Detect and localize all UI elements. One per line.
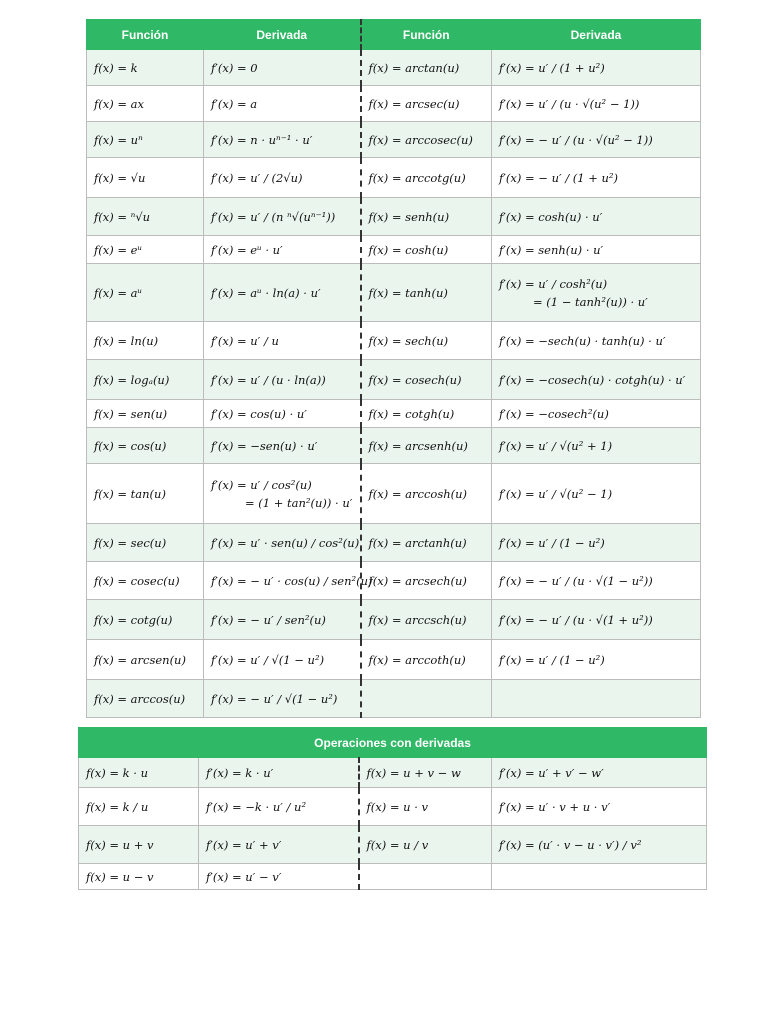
formula-text: f(x) = cotg(u) [94,612,173,627]
formula-text: f′(x) = u′ / (u · ln(a)) [211,372,326,387]
funcion-cell [361,122,492,158]
table-row [79,758,707,788]
formula-text: f(x) = arccosec(u) [368,132,473,147]
formula-text: f(x) = sen(u) [94,406,168,421]
formula-text: f(x) = √u [94,170,146,185]
formula-text: f′(x) = −sech(u) · tanh(u) · u′ [499,333,666,348]
derivada-cell [204,236,361,264]
formula-text: f′(x) = u′ · sen(u) / cos²(u) [211,535,360,550]
formula-text: f′(x) = (u′ · v − u · v′) / v² [499,837,642,852]
derivada-cell [492,158,701,198]
formula-text: f(x) = sec(u) [94,535,167,550]
funcion-cell [361,264,492,322]
formula-text: f(x) = cos(u) [94,438,167,453]
formula-continuation: = (1 + tan²(u)) · u′ [245,495,353,510]
header-funcion-1: Función [87,20,204,50]
formula-text: f′(x) = − u′ / (u · √(u² − 1)) [499,132,653,147]
formula-text: f(x) = tanh(u) [368,285,448,300]
derivada-cell [492,198,701,236]
formula-text: f′(x) = u′ / (2√u) [211,170,303,185]
funcion-cell [87,680,204,718]
derivada-cell [492,562,701,600]
formula-text: f(x) = arctanh(u) [368,535,467,550]
formula-text: f(x) = ⁿ√u [94,209,151,224]
formula-text: f′(x) = −k · u′ / u² [206,799,307,814]
table-row [87,680,701,718]
funcion-cell [361,428,492,464]
funcion-cell [87,158,204,198]
formula-text: f′(x) = cos(u) · u′ [211,406,307,421]
table-row [87,640,701,680]
table-row [79,826,707,864]
derivada-cell [492,864,707,890]
formula-text: f′(x) = u′ − v′ [206,869,282,884]
derivada-cell [492,428,701,464]
funcion-cell [361,198,492,236]
table-row [87,264,701,322]
formula-text: f′(x) = − u′ / (1 + u²) [499,170,619,185]
table-row [79,864,707,890]
table-row [87,50,701,86]
funcion-cell [79,758,199,788]
derivada-cell [199,788,359,826]
funcion-cell [87,428,204,464]
derivada-cell [204,680,361,718]
derivada-cell [204,50,361,86]
funcion-cell [361,360,492,400]
formula-text: f(x) = ln(u) [94,333,159,348]
funcion-cell [87,50,204,86]
formula-text: f(x) = arcsenh(u) [368,438,468,453]
funcion-cell [79,788,199,826]
funcion-cell [87,322,204,360]
derivada-cell [204,400,361,428]
funcion-cell [359,758,492,788]
derivada-cell [492,600,701,640]
table-row [87,562,701,600]
derivada-cell [199,826,359,864]
formula-text: f′(x) = u′ / cos²(u) [211,477,312,492]
derivada-cell [199,758,359,788]
funcion-cell [87,464,204,524]
derivada-cell [492,400,701,428]
table-row [87,464,701,524]
formula-text: f′(x) = u′ / cosh²(u) [499,276,608,291]
formula-text: f(x) = cosh(u) [368,242,449,257]
funcion-cell [361,640,492,680]
derivada-cell [204,600,361,640]
formula-text: f(x) = sech(u) [368,333,449,348]
derivada-cell [204,264,361,322]
table-row [87,86,701,122]
formula-text: f(x) = k [94,60,138,75]
table-row [87,360,701,400]
derivada-cell [204,158,361,198]
formula-text: f(x) = tan(u) [94,486,166,501]
formula-text: f′(x) = u′ / u [211,333,279,348]
operations-table [78,727,707,890]
funcion-cell [79,864,199,890]
formula-text: f(x) = senh(u) [368,209,450,224]
formula-text: f′(x) = u′ · v + u · v′ [499,799,611,814]
table-row [79,788,707,826]
funcion-cell [361,400,492,428]
derivada-cell [199,864,359,890]
derivada-cell [492,322,701,360]
table-row [87,524,701,562]
formula-text: f′(x) = −cosech(u) · cotgh(u) · u′ [499,372,686,387]
formula-text: f′(x) = − u′ / sen²(u) [211,612,326,627]
derivada-cell [204,464,361,524]
formula-text: f(x) = aᵘ [94,285,143,300]
header-derivada-2: Derivada [492,20,701,50]
header-derivada-1: Derivada [204,20,361,50]
formula-text: f(x) = cosec(u) [94,573,180,588]
formula-text: f(x) = arcsec(u) [368,96,460,111]
derivada-cell [492,264,701,322]
funcion-cell [87,562,204,600]
derivada-cell [492,360,701,400]
table-header-row [87,20,701,50]
formula-text: f′(x) = a [211,96,258,111]
derivada-cell [204,562,373,600]
formula-text: f′(x) = n · uⁿ⁻¹ · u′ [211,132,313,147]
funcion-cell [361,680,492,718]
formula-text: f(x) = arcsen(u) [94,652,186,667]
funcion-cell [361,158,492,198]
funcion-cell [361,50,492,86]
formula-text: f′(x) = aᵘ · ln(a) · u′ [211,285,321,300]
formula-text: f′(x) = u′ / √(u² − 1) [499,486,613,501]
formula-text: f(x) = arcsech(u) [368,573,467,588]
funcion-cell [361,562,492,600]
derivada-cell [492,826,707,864]
operations-header-row [79,728,707,758]
table-row [87,236,701,264]
funcion-cell [87,524,204,562]
derivada-cell [204,360,361,400]
formula-text: f(x) = u − v [86,869,154,884]
formula-text: f(x) = eᵘ [94,242,143,257]
formula-text: f′(x) = − u′ / (u · √(1 + u²)) [499,612,653,627]
table-row [87,400,701,428]
derivada-cell [204,640,361,680]
formula-text: f′(x) = k · u′ [206,765,274,780]
formula-text: f(x) = arccsch(u) [368,612,467,627]
operations-title: Operaciones con derivadas [79,728,707,758]
derivada-cell [492,122,701,158]
funcion-cell [87,86,204,122]
derivada-cell [204,322,361,360]
formula-text: f(x) = uⁿ [94,132,143,147]
formula-text: f(x) = ax [94,96,145,111]
table-row [87,198,701,236]
formula-text: f′(x) = cosh(u) · u′ [499,209,603,224]
derivada-cell [492,680,701,718]
derivada-cell [204,524,361,562]
table-row [87,428,701,464]
formula-text: f(x) = arccotg(u) [368,170,466,185]
formula-text: f(x) = logₐ(u) [94,372,170,387]
formula-text: f(x) = arccosh(u) [368,486,468,501]
funcion-cell [87,600,204,640]
derivada-cell [204,198,361,236]
funcion-cell [359,826,492,864]
funcion-cell [87,640,204,680]
formula-text: f(x) = arccos(u) [94,691,186,706]
formula-text: f′(x) = senh(u) · u′ [499,242,604,257]
formula-text: f(x) = u / v [366,837,429,852]
formula-text: f′(x) = −sen(u) · u′ [211,438,318,453]
funcion-cell [361,600,492,640]
formula-text: f′(x) = u′ / (1 − u²) [499,652,605,667]
formula-text: f(x) = arccoth(u) [368,652,466,667]
funcion-cell [87,400,204,428]
header-funcion-2: Función [361,20,492,50]
funcion-cell [87,122,204,158]
table-row [87,122,701,158]
formula-text: f(x) = cosech(u) [368,372,462,387]
derivada-cell [492,86,701,122]
derivatives-table [86,19,701,718]
formula-text: f(x) = arctan(u) [368,60,460,75]
funcion-cell [87,264,204,322]
funcion-cell [359,864,492,890]
table-row [87,158,701,198]
funcion-cell [79,826,199,864]
funcion-cell [87,198,204,236]
formula-text: f′(x) = u′ / (1 − u²) [499,535,605,550]
funcion-cell [361,524,492,562]
table-row [87,322,701,360]
derivada-cell [492,464,701,524]
formula-text: f(x) = cotgh(u) [368,406,455,421]
formula-text: f′(x) = 0 [211,60,258,75]
formula-text: f(x) = k / u [86,799,149,814]
formula-continuation: = (1 − tanh²(u)) · u′ [533,294,648,309]
funcion-cell [87,236,204,264]
funcion-cell [361,236,492,264]
formula-text: f′(x) = u′ + v′ − w′ [499,765,604,780]
formula-text: f′(x) = u′ / (1 + u²) [499,60,605,75]
derivada-cell [492,640,701,680]
derivada-cell [492,758,707,788]
formula-text: f′(x) = u′ / √(u² + 1) [499,438,613,453]
derivada-cell [204,428,361,464]
formula-text: f′(x) = u′ + v′ [206,837,282,852]
funcion-cell [87,360,204,400]
formula-text: f′(x) = −cosech²(u) [499,406,609,421]
funcion-cell [361,464,492,524]
formula-text: f(x) = u + v − w [366,765,461,780]
derivada-cell [204,122,361,158]
formula-text: f′(x) = − u′ · cos(u) / sen²(u) [211,573,373,588]
formula-text: f(x) = u · v [366,799,429,814]
table-row [87,600,701,640]
formula-text: f′(x) = eᵘ · u′ [211,242,283,257]
formula-text: f′(x) = u′ / √(1 − u²) [211,652,325,667]
derivada-cell [492,788,707,826]
derivada-cell [492,524,701,562]
formula-text: f′(x) = − u′ / (u · √(1 − u²)) [499,573,653,588]
formula-text: f′(x) = u′ / (u · √(u² − 1)) [499,96,640,111]
formula-text: f(x) = k · u [86,765,149,780]
funcion-cell [359,788,492,826]
formula-text: f′(x) = − u′ / √(1 − u²) [211,691,338,706]
derivada-cell [492,236,701,264]
funcion-cell [361,322,492,360]
funcion-cell [361,86,492,122]
formula-text: f′(x) = u′ / (n ⁿ√(uⁿ⁻¹)) [211,209,336,224]
formula-text: f(x) = u + v [86,837,154,852]
derivada-cell [204,86,361,122]
derivada-cell [492,50,701,86]
